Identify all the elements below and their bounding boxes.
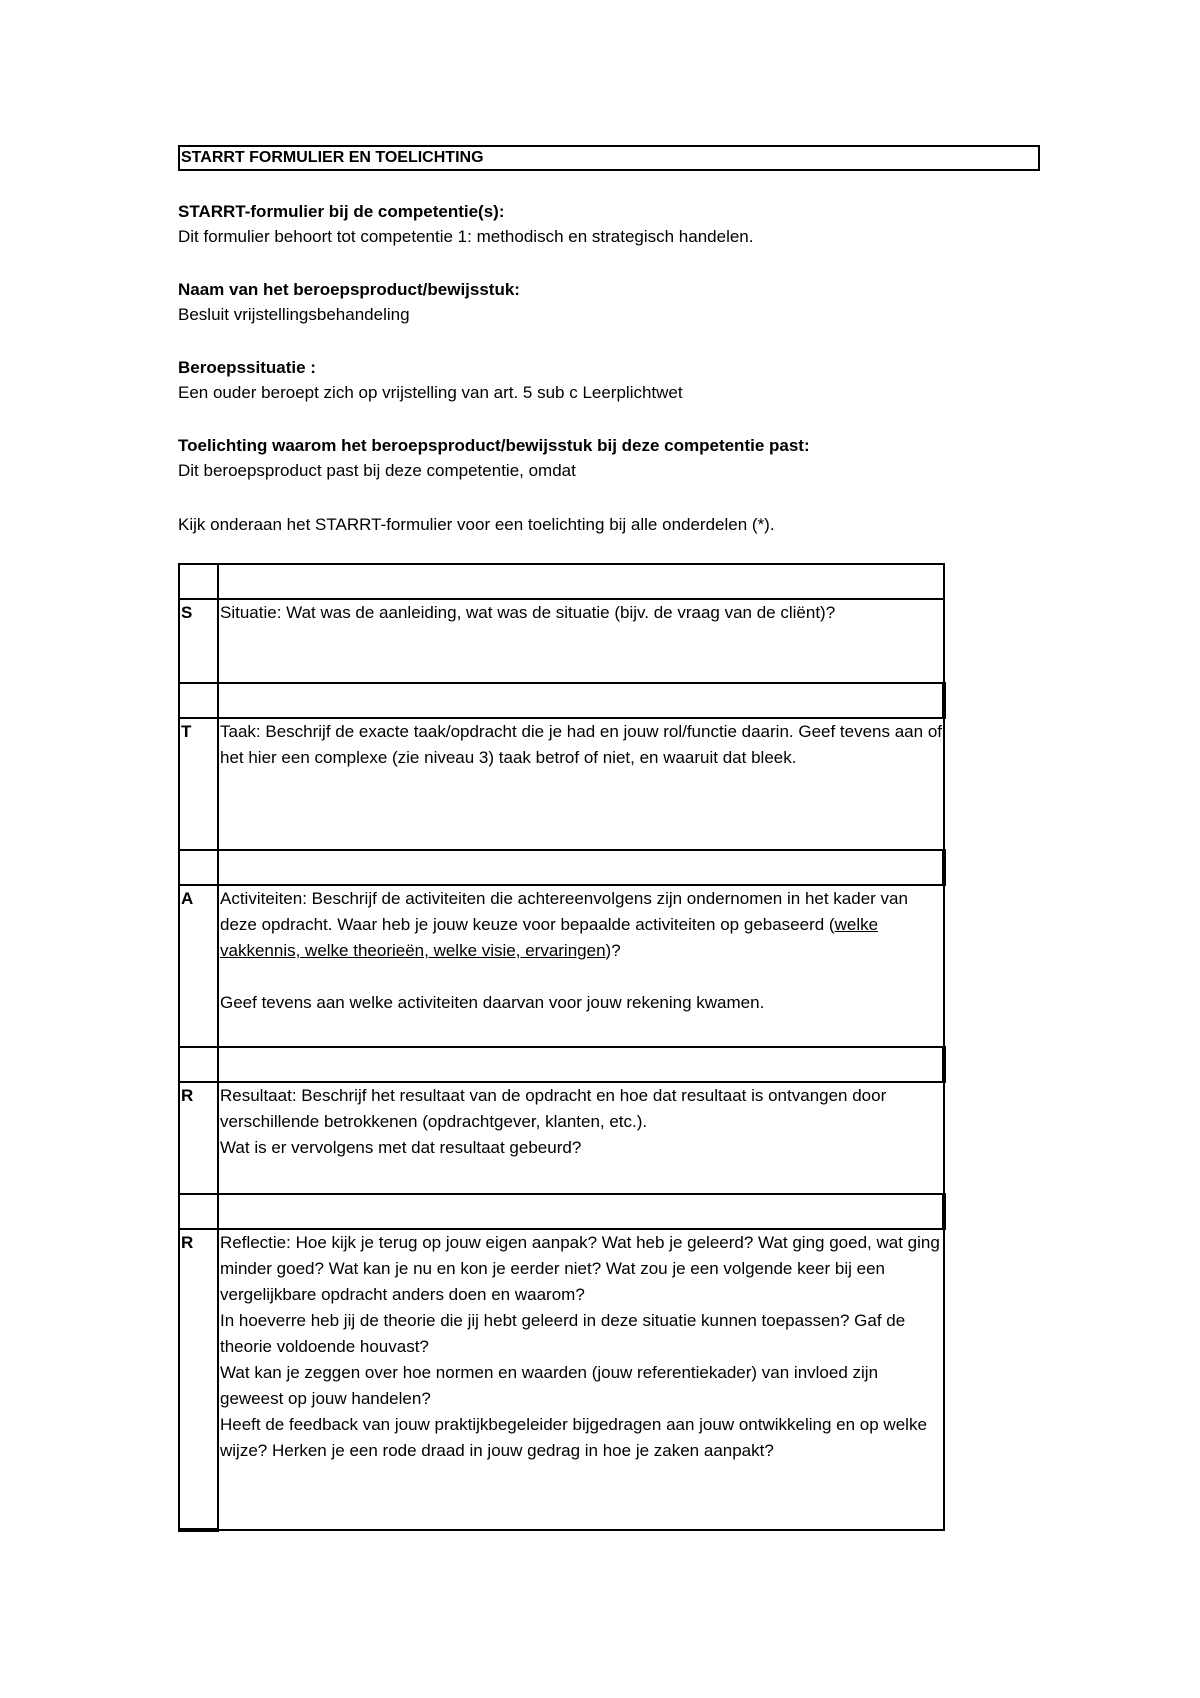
activiteiten-letter: A (179, 885, 218, 1047)
resultaat-text: Resultaat: Beschrijf het resultaat van de opdracht en hoe dat resultaat is ontvangen door verschillende betrokkenen (opdrachtgever, klanten, etc.). (220, 1086, 887, 1131)
reflectie-text: Reflectie: Hoe kijk je terug op jouw eigen aanpak? Wat heb je geleerd? Wat ging goed, wat ging minder goed? Wat kan je nu en kon je eerder niet? Wat zou je een volgende keer bij een vergelijkbare opdracht anders doen en waarom? (220, 1233, 940, 1304)
spacer-content-cell (218, 683, 944, 718)
reflectie-text-3: Wat kan je zeggen over hoe normen en waarden (jouw referentiekader) van invloed zijn geweest op jouw handelen? (220, 1363, 879, 1408)
note-text: Kijk onderaan het STARRT-formulier voor een toelichting bij alle onderdelen (*). (178, 515, 775, 534)
spacer-letter-cell (179, 1047, 218, 1082)
resultaat-cell (218, 1082, 944, 1194)
product-value: Besluit vrijstellingsbehandeling (178, 305, 410, 324)
competentie-label: STARRT-formulier bij de competentie(s): (178, 202, 505, 221)
toelichting-label: Toelichting waarom het beroepsproduct/bewijsstuk bij deze competentie past: (178, 436, 810, 455)
beroepssituatie-label: Beroepssituatie : (178, 358, 316, 377)
spacer-content-cell (218, 850, 944, 885)
resultaat-row (179, 1082, 944, 1194)
situatie-row (179, 599, 944, 683)
activiteiten-text: Activiteiten: Beschrijf de activiteiten die achtereenvolgens zijn ondernomen in het kader van deze opdracht. Waar heb je jouw keuze voor bepaalde activiteiten op gebaseerd ( (220, 889, 908, 934)
product-label: Naam van het beroepsproduct/bewijsstuk: (178, 280, 520, 299)
spacer-content-cell (218, 564, 944, 599)
reflectie-letter: R (179, 1229, 218, 1530)
table-spacer-row (179, 683, 944, 718)
activiteiten-text-end: )? (605, 941, 621, 960)
competentie-section (178, 199, 754, 249)
beroepssituatie-value: Een ouder beroept zich op vrijstelling van art. 5 sub c Leerplichtwet (178, 383, 683, 402)
spacer-letter-cell (179, 564, 218, 599)
starrt-table (178, 563, 946, 1532)
activiteiten-cell (218, 885, 944, 1047)
toelichting-value: Dit beroepsproduct past bij deze competentie, omdat (178, 461, 576, 480)
reflectie-text-2: In hoeverre heb jij de theorie die jij hebt geleerd in deze situatie kunnen toepassen? Gaf de theorie voldoende houvast? (220, 1311, 906, 1356)
activiteiten-row (179, 885, 944, 1047)
situatie-text: Situatie: Wat was de aanleiding, wat was de situatie (bijv. de vraag van de cliënt)? (218, 599, 944, 683)
spacer-letter-cell (179, 683, 218, 718)
spacer-letter-cell (179, 850, 218, 885)
reflectie-row (179, 1229, 944, 1530)
beroepssituatie-section (178, 355, 683, 405)
taak-row (179, 718, 944, 850)
resultaat-text-2: Wat is er vervolgens met dat resultaat gebeurd? (220, 1138, 582, 1157)
taak-letter: T (179, 718, 218, 850)
document-title: STARRT FORMULIER EN TOELICHTING (178, 145, 1040, 171)
spacer-content-cell (218, 1047, 944, 1082)
reflectie-cell (218, 1229, 944, 1530)
table-spacer-row (179, 564, 944, 599)
taak-text: Taak: Beschrijf de exacte taak/opdracht die je had en jouw rol/functie daarin. Geef tevens aan of het hier een complexe (zie niveau 3) taak betrof of niet, en waaruit dat bleek. (218, 718, 944, 850)
situatie-letter: S (179, 599, 218, 683)
spacer-content-cell (218, 1194, 944, 1229)
activiteiten-text-2: Geef tevens aan welke activiteiten daarvan voor jouw rekening kwamen. (220, 993, 765, 1012)
competentie-value: Dit formulier behoort tot competentie 1: methodisch en strategisch handelen. (178, 227, 754, 246)
reflectie-text-4: Heeft de feedback van jouw praktijkbegeleider bijgedragen aan jouw ontwikkeling en op welke wijze? Herken je een rode draad in jouw gedrag in hoe je zaken aanpakt? (220, 1415, 927, 1460)
resultaat-letter: R (179, 1082, 218, 1194)
activiteiten-underlined-text: welke vakkennis, welke theorieën, welke visie, ervaringen (220, 915, 879, 960)
toelichting-section (178, 433, 810, 483)
table-spacer-row (179, 1194, 944, 1229)
product-section (178, 277, 520, 327)
table-spacer-row (179, 850, 944, 885)
table-spacer-row (179, 1047, 944, 1082)
spacer-letter-cell (179, 1194, 218, 1229)
